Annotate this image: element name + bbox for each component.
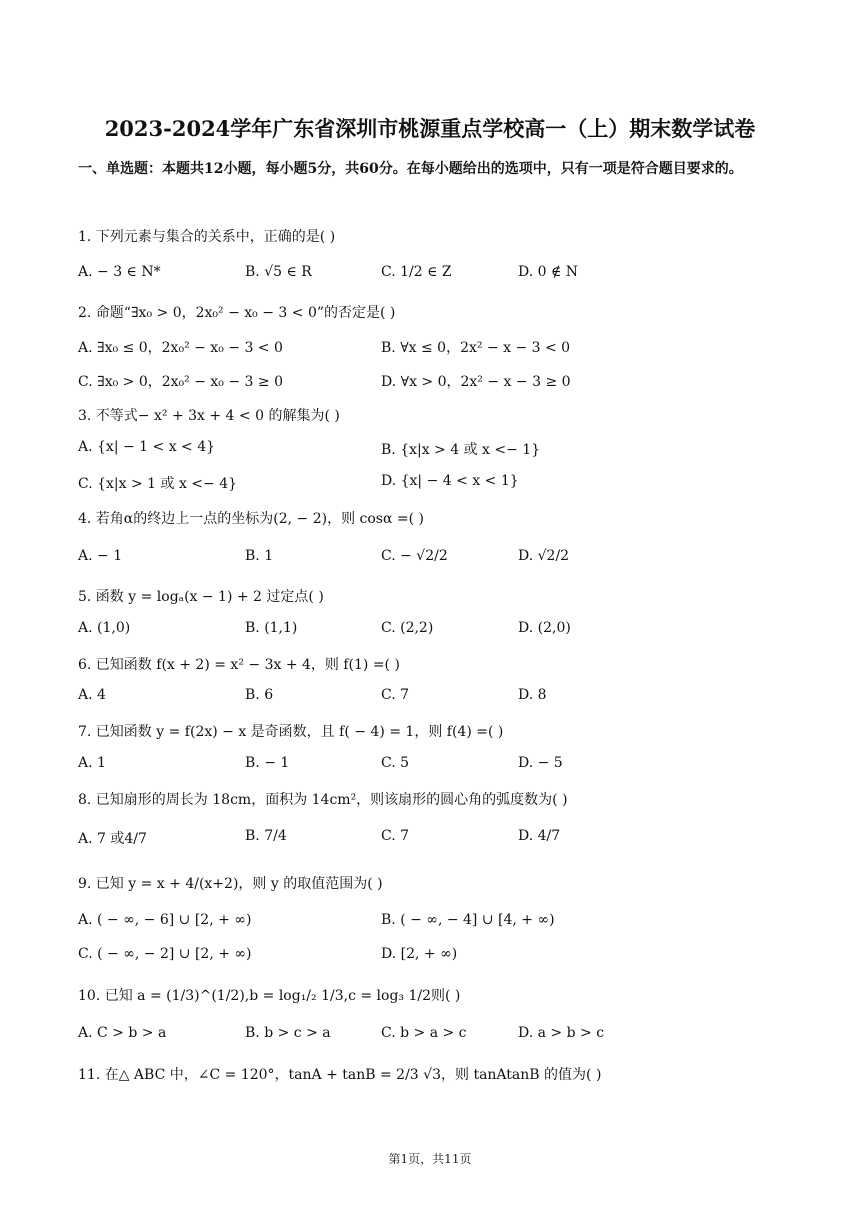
question-2-option-a: A. ∃x₀ ≤ 0，2x₀² − x₀ − 3 < 0 (78, 340, 283, 356)
question-7-option-d: D. − 5 (518, 755, 563, 771)
question-4-option-d: D. √2/2 (518, 548, 570, 564)
question-2-option-c: C. ∃x₀ > 0，2x₀² − x₀ − 3 ≥ 0 (78, 374, 283, 390)
question-10-stem: 10. 已知 a = (1/3)^(1/2),b = log₁/₂ 1/3,c = log₃ 1/2则( ) (78, 988, 461, 1004)
question-5-option-a: A. (1,0) (78, 620, 131, 636)
question-8-option-d: D. 4/7 (518, 828, 561, 844)
question-9-option-a: A. ( − ∞, − 6] ∪ [2, + ∞) (78, 912, 252, 928)
question-3-option-d: D. {x| − 4 < x < 1} (381, 473, 519, 489)
section-heading: 一、单选题：本题共12小题，每小题5分，共60分。在每小题给出的选项中，只有一项是符合题目要求的。 (78, 161, 743, 177)
question-6-stem: 6. 已知函数 f(x + 2) = x² − 3x + 4，则 f(1) =( ) (78, 657, 400, 673)
page-footer: 第1页，共11页 (388, 1152, 472, 1166)
question-8-stem: 8. 已知扇形的周长为 18cm，面积为 14cm²，则该扇形的圆心角的弧度数为( ) (78, 792, 568, 808)
question-1-stem: 1. 下列元素与集合的关系中，正确的是( ) (78, 229, 336, 245)
question-8-option-b: B. 7/4 (245, 828, 287, 844)
question-9-stem: 9. 已知 y = x + 4/(x+2)，则 y 的取值范围为( ) (78, 876, 383, 892)
question-3-stem: 3. 不等式− x² + 3x + 4 < 0 的解集为( ) (78, 408, 340, 424)
question-2-option-b: B. ∀x ≤ 0，2x² − x − 3 < 0 (381, 340, 571, 356)
question-6-option-d: D. 8 (518, 687, 547, 703)
question-5-stem: 5. 函数 y = logₐ(x − 1) + 2 过定点( ) (78, 589, 324, 605)
question-7-option-a: A. 1 (78, 755, 106, 771)
question-7-option-b: B. − 1 (245, 755, 290, 771)
question-10-option-d: D. a > b > c (518, 1025, 605, 1041)
question-4-option-a: A. − 1 (78, 548, 123, 564)
question-3-option-a: A. {x| − 1 < x < 4} (78, 439, 216, 455)
question-10-option-c: C. b > a > c (381, 1025, 467, 1041)
question-3-option-b: B. {x|x > 4 或 x <− 1} (381, 442, 541, 458)
question-8-option-c: C. 7 (381, 828, 410, 844)
question-3-option-c: C. {x|x > 1 或 x <− 4} (78, 476, 238, 492)
question-5-option-d: D. (2,0) (518, 620, 571, 636)
question-10-option-a: A. C > b > a (78, 1025, 167, 1041)
question-1-option-d: D. 0 ∉ N (518, 264, 579, 280)
question-6-option-c: C. 7 (381, 687, 410, 703)
question-4-stem: 4. 若角α的终边上一点的坐标为(2, − 2)，则 cosα =( ) (78, 511, 424, 527)
question-9-option-c: C. ( − ∞, − 2] ∪ [2, + ∞) (78, 946, 252, 962)
question-10-option-b: B. b > c > a (245, 1025, 331, 1041)
question-9-option-d: D. [2, + ∞) (381, 946, 458, 962)
question-5-option-c: C. (2,2) (381, 620, 434, 636)
question-7-stem: 7. 已知函数 y = f(2x) − x 是奇函数，且 f( − 4) = 1，则 f(4) =( ) (78, 724, 504, 740)
question-6-option-a: A. 4 (78, 687, 106, 703)
question-1-option-c: C. 1/2 ∈ Z (381, 264, 452, 280)
page-title: 2023-2024学年广东省深圳市桃源重点学校高一（上）期末数学试卷 (104, 116, 756, 141)
question-2-stem: 2. 命题“∃x₀ > 0，2x₀² − x₀ − 3 < 0”的否定是( ) (78, 305, 396, 321)
question-1-option-b: B. √5 ∈ R (245, 264, 312, 280)
question-5-option-b: B. (1,1) (245, 620, 298, 636)
question-4-option-b: B. 1 (245, 548, 274, 564)
question-1-option-a: A. − 3 ∈ N* (78, 264, 161, 280)
question-9-option-b: B. ( − ∞, − 4] ∪ [4, + ∞) (381, 912, 555, 928)
question-7-option-c: C. 5 (381, 755, 410, 771)
question-6-option-b: B. 6 (245, 687, 274, 703)
question-2-option-d: D. ∀x > 0，2x² − x − 3 ≥ 0 (381, 374, 571, 390)
question-4-option-c: C. − √2/2 (381, 548, 448, 564)
question-11-stem: 11. 在△ ABC 中，∠C = 120°，tanA + tanB = 2/3 √3，则 tanAtanB 的值为( ) (78, 1067, 602, 1083)
question-8-option-a: A. 7 或4/7 (78, 831, 147, 847)
